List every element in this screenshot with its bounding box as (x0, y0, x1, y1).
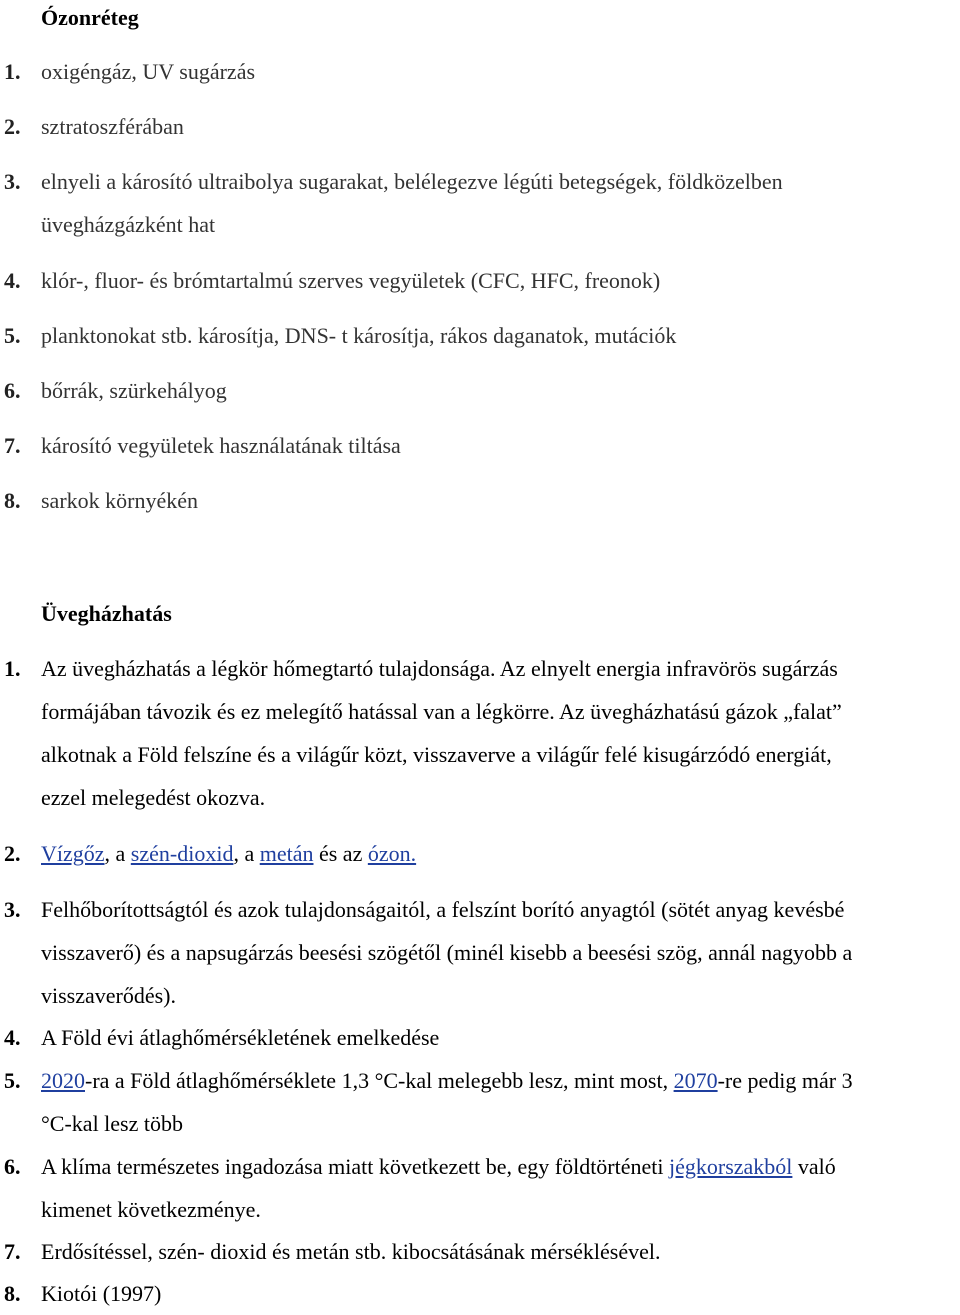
item-text: károsító vegyületek használatának tiltása (41, 433, 401, 458)
list-item (0, 1059, 960, 1145)
text-fragment: való (792, 1154, 836, 1179)
item-number: 8. (4, 1281, 21, 1306)
item-text: visszaverődés). (41, 983, 177, 1008)
list-item (0, 1230, 960, 1273)
text-fragment: A klíma természetes ingadozása miatt következett be, egy földtörténeti (41, 1154, 669, 1179)
item-number: 5. (4, 1068, 21, 1093)
item-text: bőrrák, szürkehályog (41, 378, 227, 403)
link-methane[interactable]: metán (259, 841, 314, 866)
item-text: A Föld évi átlaghőmérsékletének emelkedése (41, 1025, 440, 1050)
item-text: elnyeli a károsító ultraibolya sugarakat, belélegezve légúti betegségek, földközelben (41, 169, 783, 194)
list-item (0, 50, 960, 94)
text-fragment: , a (104, 841, 131, 866)
list-item (0, 160, 960, 248)
item-number: 1. (4, 656, 21, 681)
list-item (0, 424, 960, 468)
link-water-vapor[interactable]: Vízgőz (41, 841, 105, 866)
text-fragment: és az (313, 841, 368, 866)
list-item (0, 647, 960, 819)
link-ice-ages[interactable]: jégkorszakból (669, 1154, 793, 1179)
item-number: 4. (4, 1025, 21, 1050)
list-item (0, 1145, 960, 1231)
list-item (0, 1272, 960, 1311)
item-number: 7. (4, 1239, 21, 1264)
section-title: Üvegházhatás (41, 601, 172, 626)
text-fragment: -re pedig már 3 (717, 1068, 853, 1093)
item-number: 2. (4, 114, 21, 139)
item-text: visszaverő) és a napsugárzás beesési szögétől (minél kisebb a beesési szög, annál nagyobb a (41, 940, 853, 965)
list-item (0, 832, 960, 875)
item-number: 6. (4, 1154, 21, 1179)
list-item (0, 479, 960, 523)
item-number: 3. (4, 897, 21, 922)
item-text: Felhőborítottságtól és azok tulajdonságaitól, a felszínt borító anyagtól (sötét anyag kevésbé (41, 897, 845, 922)
item-text: Az üvegházhatás a légkör hőmegtartó tulajdonsága. Az elnyelt energia infravörös sugárzás (41, 656, 838, 681)
item-text: kimenet következménye. (41, 1197, 261, 1222)
item-text: planktonokat stb. károsítja, DNS- t károsítja, rákos daganatok, mutációk (41, 323, 677, 348)
item-number: 6. (4, 378, 21, 403)
item-text: oxigéngáz, UV sugárzás (41, 59, 256, 84)
item-number: 8. (4, 488, 21, 513)
item-text: Kiotói (1997) (41, 1281, 162, 1306)
item-number: 4. (4, 268, 21, 293)
list-item (0, 105, 960, 149)
list-item (0, 1016, 960, 1059)
item-text: ezzel melegedést okozva. (41, 785, 266, 810)
item-text: °C-kal lesz több (41, 1111, 183, 1136)
item-number: 5. (4, 323, 21, 348)
item-text (41, 1145, 960, 1188)
item-text: üvegházgázként hat (41, 212, 216, 237)
link-ozone[interactable]: ózon. (367, 841, 417, 866)
list-item (0, 369, 960, 413)
list-item (0, 314, 960, 358)
text-fragment: , a (233, 841, 260, 866)
item-text: formájában távozik és ez melegítő hatással van a légkörre. Az üvegházhatású gázok „falat” (41, 699, 842, 724)
section-title: Ózonréteg (41, 5, 139, 30)
link-carbon-dioxide[interactable]: szén-dioxid (130, 841, 234, 866)
item-text: alkotnak a Föld felszíne és a világűr közt, visszaverve a világűr felé kisugárzódó energiát, (41, 742, 832, 767)
item-number: 1. (4, 59, 21, 84)
item-text: Erdősítéssel, szén- dioxid és metán stb. kibocsátásának mérséklésével. (41, 1239, 661, 1264)
item-text (41, 832, 960, 875)
list-item (0, 888, 960, 1017)
link-year-2020[interactable]: 2020 (41, 1068, 85, 1093)
text-fragment: -ra a Föld átlaghőmérséklete 1,3 °C-kal melegebb lesz, mint most, (85, 1068, 674, 1093)
item-text (41, 1059, 960, 1102)
item-text: sztratoszférában (41, 114, 184, 139)
item-text: klór-, fluor- és brómtartalmú szerves vegyületek (CFC, HFC, freonok) (41, 268, 661, 293)
list-item (0, 259, 960, 303)
item-number: 3. (4, 169, 21, 194)
item-number: 2. (4, 841, 21, 866)
link-year-2070[interactable]: 2070 (673, 1068, 718, 1093)
item-text: sarkok környékén (41, 488, 199, 513)
item-number: 7. (4, 433, 21, 458)
